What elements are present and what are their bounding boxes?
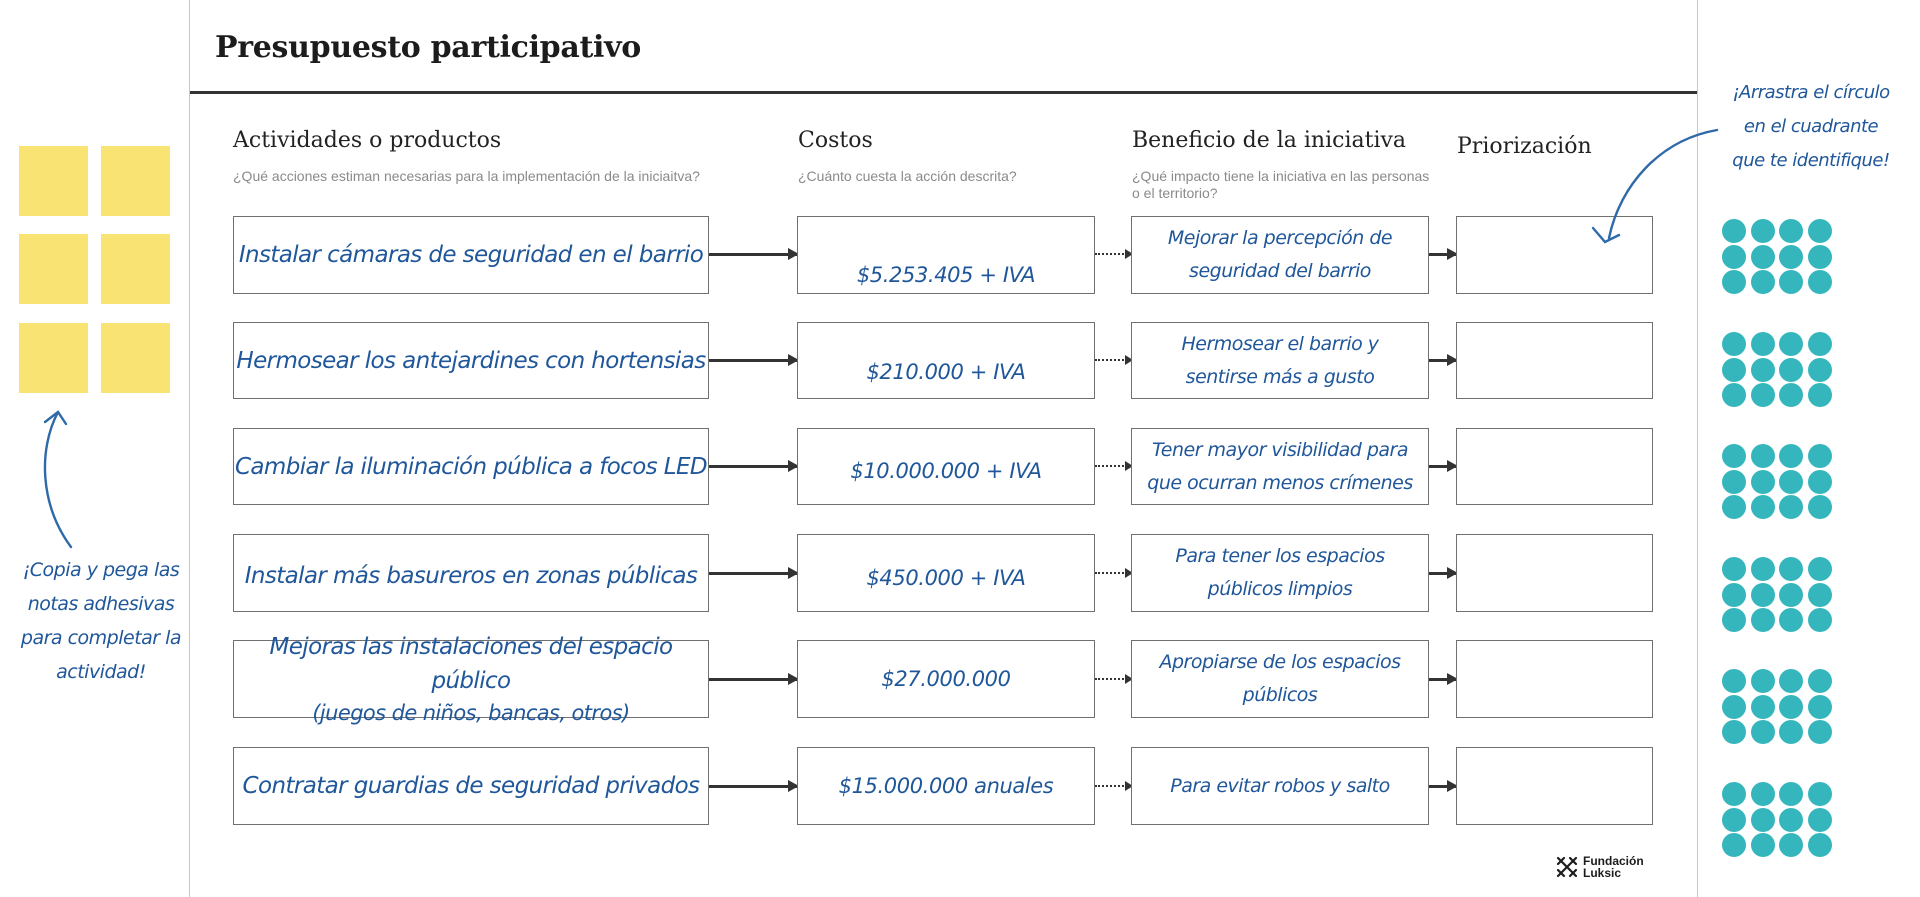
sticky-note[interactable] — [19, 234, 88, 304]
sticky-instructions — [6, 553, 196, 689]
arrow-right-icon — [1429, 359, 1456, 362]
instruction-line: actividad! — [56, 661, 146, 683]
priority-circle[interactable] — [1751, 583, 1775, 607]
cost-note-5[interactable] — [797, 640, 1095, 718]
benefit-text-line2: seguridad del barrio — [1189, 260, 1371, 282]
logo-line1: Fundación — [1583, 854, 1644, 868]
arrow-right-icon — [709, 253, 797, 256]
benefit-text-line2: sentirse más a gusto — [1185, 365, 1375, 388]
arrow-right-icon — [1429, 785, 1456, 788]
priority-circle[interactable] — [1808, 695, 1832, 719]
priority-circle[interactable] — [1779, 833, 1803, 857]
priority-circle[interactable] — [1722, 808, 1746, 832]
logo-line2: Luksic — [1583, 866, 1622, 880]
arrow-right-icon — [709, 785, 797, 788]
sticky-note[interactable] — [101, 146, 170, 216]
benefit-note-6[interactable] — [1131, 747, 1429, 825]
benefit-text-line1: Apropiarse de los espacios — [1159, 651, 1401, 673]
priority-circle[interactable] — [1722, 695, 1746, 719]
priority-circle[interactable] — [1751, 695, 1775, 719]
activity-text: Hermosear los antejardines con hortensias — [236, 347, 706, 374]
priority-circle[interactable] — [1808, 808, 1832, 832]
priority-circle[interactable] — [1808, 782, 1832, 806]
activity-text: Mejoras las instalaciones del espacio público — [269, 634, 673, 694]
title-rule — [190, 91, 1697, 94]
benefit-note-4[interactable] — [1131, 534, 1429, 612]
luksic-logo-icon — [1556, 856, 1578, 878]
priority-circle[interactable] — [1751, 444, 1775, 468]
priority-circle[interactable] — [1808, 470, 1832, 494]
activity-text: Cambiar la iluminación pública a focos LED — [234, 453, 708, 480]
priority-circle[interactable] — [1808, 383, 1832, 407]
column-header-activities: Actividades o productos — [233, 128, 502, 153]
priority-circle[interactable] — [1808, 358, 1832, 382]
cost-text: $450.000 + IVA — [866, 566, 1026, 590]
activity-note-4[interactable] — [233, 534, 709, 612]
dotted-arrow-icon — [1095, 253, 1131, 255]
priority-circle[interactable] — [1722, 782, 1746, 806]
benefit-note-1[interactable] — [1131, 216, 1429, 294]
priority-circle[interactable] — [1722, 270, 1746, 294]
priority-circle[interactable] — [1779, 583, 1803, 607]
activity-note-1[interactable] — [233, 216, 709, 294]
priority-circle[interactable] — [1779, 383, 1803, 407]
priority-circle[interactable] — [1751, 270, 1775, 294]
sticky-note[interactable] — [19, 146, 88, 216]
arrow-right-icon — [1429, 253, 1456, 256]
column-header-benefit: Beneficio de la iniciativa — [1132, 128, 1407, 153]
instruction-line: para completar la — [20, 627, 182, 649]
activity-text: Contratar guardias de seguridad privados — [242, 773, 700, 799]
activity-note-6[interactable] — [233, 747, 709, 825]
benefit-text-line2: públicos — [1242, 684, 1318, 706]
sticky-note[interactable] — [101, 323, 170, 393]
priority-circle[interactable] — [1779, 495, 1803, 519]
arrow-right-icon — [709, 572, 797, 575]
priority-circle[interactable] — [1808, 720, 1832, 744]
priority-circle[interactable] — [1808, 608, 1832, 632]
priority-circle[interactable] — [1808, 495, 1832, 519]
priority-circle[interactable] — [1808, 583, 1832, 607]
benefit-text-line1: Tener mayor visibilidad para — [1152, 438, 1408, 461]
priority-circle[interactable] — [1722, 495, 1746, 519]
page-title: Presupuesto participativo — [215, 30, 641, 65]
dotted-arrow-icon — [1095, 572, 1131, 574]
priority-circle[interactable] — [1722, 444, 1746, 468]
benefit-text-line1: Hermosear el barrio y — [1181, 332, 1379, 355]
sticky-note[interactable] — [101, 234, 170, 304]
priority-circle[interactable] — [1779, 808, 1803, 832]
priority-circle[interactable] — [1779, 270, 1803, 294]
priority-circle[interactable] — [1751, 470, 1775, 494]
priority-circle[interactable] — [1751, 669, 1775, 693]
priority-circle[interactable] — [1779, 782, 1803, 806]
priority-circle[interactable] — [1751, 383, 1775, 407]
activity-subtext: (juegos de niños, bancas, otros) — [312, 701, 630, 725]
priority-circle[interactable] — [1722, 669, 1746, 693]
priority-circle[interactable] — [1779, 245, 1803, 269]
priority-circle[interactable] — [1779, 557, 1803, 581]
priority-circle[interactable] — [1722, 245, 1746, 269]
priority-circle[interactable] — [1779, 332, 1803, 356]
priority-circle[interactable] — [1722, 358, 1746, 382]
dotted-arrow-icon — [1095, 785, 1131, 787]
fundacion-luksic-logo — [1556, 855, 1644, 879]
priority-slot-3[interactable] — [1456, 428, 1653, 505]
priority-circle[interactable] — [1722, 583, 1746, 607]
priority-circle[interactable] — [1779, 669, 1803, 693]
cost-note-3[interactable] — [797, 428, 1095, 505]
instruction-line: notas adhesivas — [27, 593, 175, 615]
priority-circle[interactable] — [1751, 332, 1775, 356]
priority-circle[interactable] — [1779, 358, 1803, 382]
left-divider — [189, 0, 190, 897]
priority-circle[interactable] — [1751, 557, 1775, 581]
column-header-costs: Costos — [798, 128, 873, 153]
activity-note-2[interactable] — [233, 322, 709, 399]
priority-circle[interactable] — [1808, 332, 1832, 356]
arrow-right-icon — [709, 465, 797, 468]
instruction-line: ¡Arrastra el círculo — [1732, 82, 1890, 103]
priority-circle[interactable] — [1808, 245, 1832, 269]
circle-instructions — [1706, 76, 1916, 178]
arrow-right-icon — [709, 359, 797, 362]
column-subtitle-benefit-line1: ¿Qué impacto tiene la iniciativa en las personas — [1132, 168, 1430, 184]
benefit-text-line2: públicos limpios — [1207, 578, 1353, 600]
priority-circle[interactable] — [1722, 608, 1746, 632]
priority-circle[interactable] — [1722, 720, 1746, 744]
priority-circle[interactable] — [1751, 782, 1775, 806]
priority-circle[interactable] — [1808, 270, 1832, 294]
priority-circle[interactable] — [1779, 695, 1803, 719]
activity-note-3[interactable] — [233, 428, 709, 505]
benefit-text-line1: Mejorar la percepción de — [1167, 227, 1393, 249]
column-header-priority: Priorización — [1457, 134, 1592, 159]
priority-slot-6[interactable] — [1456, 747, 1653, 825]
cost-text: $10.000.000 + IVA — [850, 458, 1042, 483]
arrow-right-icon — [1429, 678, 1456, 681]
instruction-line: que te identifique! — [1732, 150, 1890, 171]
cost-note-2[interactable] — [797, 322, 1095, 399]
priority-slot-2[interactable] — [1456, 322, 1653, 399]
arrow-right-icon — [709, 678, 797, 681]
priority-circle[interactable] — [1722, 557, 1746, 581]
priority-circle[interactable] — [1808, 219, 1832, 243]
benefit-note-5[interactable] — [1131, 640, 1429, 718]
benefit-text-line2: que ocurran menos crímenes — [1147, 471, 1413, 494]
priority-circle[interactable] — [1808, 669, 1832, 693]
cost-note-4[interactable] — [797, 534, 1095, 612]
cost-text: $27.000.000 — [881, 667, 1011, 691]
priority-circle[interactable] — [1751, 608, 1775, 632]
priority-circle[interactable] — [1808, 557, 1832, 581]
cost-note-1[interactable] — [797, 216, 1095, 294]
column-subtitle-benefit-line2: o el territorio? — [1132, 185, 1218, 201]
benefit-note-3[interactable] — [1131, 428, 1429, 505]
column-subtitle-activities: ¿Qué acciones estiman necesarias para la implementación de la iniciaitva? — [233, 168, 700, 184]
priority-slot-5[interactable] — [1456, 640, 1653, 718]
instruction-line: ¡Copia y pega las — [22, 559, 180, 581]
priority-circle[interactable] — [1751, 833, 1775, 857]
benefit-text-line1: Para tener los espacios — [1175, 545, 1385, 567]
priority-circle[interactable] — [1751, 219, 1775, 243]
priority-circle[interactable] — [1751, 495, 1775, 519]
cost-text: $5.253.405 + IVA — [856, 263, 1036, 287]
priority-circle[interactable] — [1722, 332, 1746, 356]
priority-circle[interactable] — [1779, 720, 1803, 744]
cost-text: $210.000 + IVA — [866, 360, 1026, 384]
arrow-up-icon — [45, 412, 71, 547]
dotted-arrow-icon — [1095, 678, 1131, 680]
arrow-right-icon — [1429, 572, 1456, 575]
column-subtitle-costs: ¿Cuánto cuesta la acción descrita? — [798, 168, 1017, 184]
priority-circle[interactable] — [1722, 833, 1746, 857]
dotted-arrow-icon — [1095, 465, 1131, 467]
priority-circle[interactable] — [1751, 358, 1775, 382]
priority-circle[interactable] — [1751, 808, 1775, 832]
priority-circle[interactable] — [1808, 833, 1832, 857]
benefit-note-2[interactable] — [1131, 322, 1429, 399]
activity-text: Instalar cámaras de seguridad en el barrio — [238, 242, 704, 268]
cost-text: $15.000.000 anuales — [838, 774, 1054, 798]
priority-circle[interactable] — [1722, 383, 1746, 407]
priority-circle[interactable] — [1722, 470, 1746, 494]
arrow-right-icon — [1429, 465, 1456, 468]
cost-note-6[interactable] — [797, 747, 1095, 825]
instruction-line: en el cuadrante — [1743, 116, 1879, 137]
priority-circle[interactable] — [1751, 720, 1775, 744]
dotted-arrow-icon — [1095, 359, 1131, 361]
priority-circle[interactable] — [1751, 245, 1775, 269]
arrowhead-icon — [45, 412, 66, 424]
priority-slot-4[interactable] — [1456, 534, 1653, 612]
right-divider — [1697, 0, 1698, 897]
priority-circle[interactable] — [1808, 444, 1832, 468]
priority-circle[interactable] — [1779, 444, 1803, 468]
sticky-note[interactable] — [19, 323, 88, 393]
benefit-text-line1: Para evitar robos y salto — [1170, 774, 1390, 797]
priority-circle[interactable] — [1779, 470, 1803, 494]
priority-circle[interactable] — [1779, 219, 1803, 243]
priority-circle[interactable] — [1779, 608, 1803, 632]
priority-circle[interactable] — [1722, 219, 1746, 243]
priority-slot-1[interactable] — [1456, 216, 1653, 294]
activity-note-5[interactable] — [233, 634, 709, 725]
activity-text: Instalar más basureros en zonas públicas — [244, 563, 698, 589]
column-subtitle-benefit — [1132, 168, 1429, 202]
